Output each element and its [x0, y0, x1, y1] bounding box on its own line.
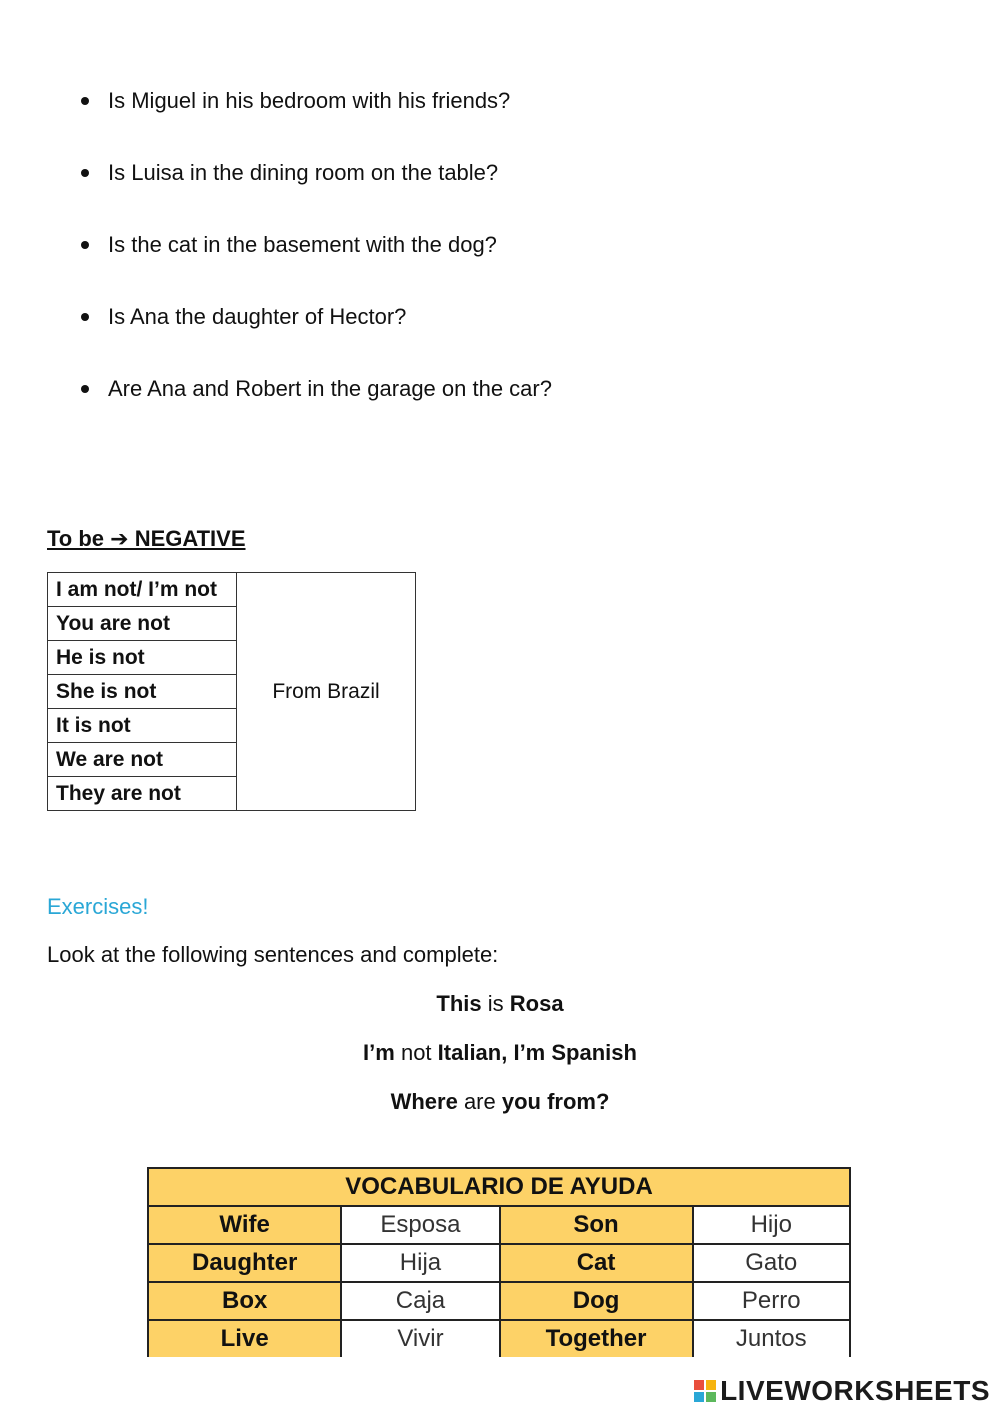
vocab-spanish: Hijo [693, 1206, 850, 1244]
logo-square [694, 1392, 704, 1402]
vocab-english: Live [148, 1320, 341, 1357]
vocab-english: Daughter [148, 1244, 341, 1282]
example-verb: is [481, 991, 510, 1016]
question-item: Is Miguel in his bedroom with his friends? [78, 84, 552, 156]
pronoun-cell: She is not [48, 675, 237, 709]
example-line-2 [0, 1036, 1000, 1070]
vocab-english: Dog [500, 1282, 693, 1320]
vocab-spanish: Vivir [341, 1320, 499, 1357]
vocab-spanish: Perro [693, 1282, 850, 1320]
vocab-english: Cat [500, 1244, 693, 1282]
vocab-english: Wife [148, 1206, 341, 1244]
pronoun-cell: We are not [48, 743, 237, 777]
pronoun-cell: I am not/ I’m not [48, 573, 237, 607]
negative-section-title: To be ➔ NEGATIVE [47, 526, 246, 551]
example-line-3 [0, 1085, 1000, 1119]
example-word: Italian, I’m Spanish [437, 1040, 637, 1065]
logo-text: LIVEWORKSHEETS [720, 1375, 990, 1406]
pronoun-cell: You are not [48, 607, 237, 641]
question-item: Are Ana and Robert in the garage on the car? [78, 372, 552, 444]
negative-table [47, 572, 416, 811]
vocab-spanish: Hija [341, 1244, 499, 1282]
example-verb: not [394, 1040, 438, 1065]
question-item: Is the cat in the basement with the dog? [78, 228, 552, 300]
vocabulary-table [147, 1167, 851, 1357]
vocab-spanish: Juntos [693, 1320, 850, 1357]
logo-square [706, 1380, 716, 1390]
vocab-spanish: Esposa [341, 1206, 499, 1244]
logo-square [694, 1380, 704, 1390]
liveworksheets-logo [694, 1375, 990, 1407]
pronoun-cell: They are not [48, 777, 237, 811]
example-word: Rosa [509, 991, 564, 1016]
exercises-title: Exercises! [47, 894, 149, 919]
example-word: I’m [363, 1040, 395, 1065]
example-line-1 [0, 987, 1000, 1021]
pronoun-cell: He is not [48, 641, 237, 675]
exercises-instruction: Look at the following sentences and complete: [47, 942, 499, 967]
vocab-english: Son [500, 1206, 693, 1244]
logo-square [706, 1392, 716, 1402]
example-verb: are [457, 1089, 502, 1114]
question-item: Is Luisa in the dining room on the table? [78, 156, 552, 228]
example-word: Where [390, 1089, 458, 1114]
vocab-spanish: Caja [341, 1282, 499, 1320]
question-list [78, 84, 552, 444]
example-word: This [436, 991, 482, 1016]
complement-cell: From Brazil [237, 573, 416, 811]
vocabulary-header: VOCABULARIO DE AYUDA [148, 1168, 850, 1206]
vocab-spanish: Gato [693, 1244, 850, 1282]
vocab-english: Box [148, 1282, 341, 1320]
question-item: Is Ana the daughter of Hector? [78, 300, 552, 372]
vocab-english: Together [500, 1320, 693, 1357]
pronoun-cell: It is not [48, 709, 237, 743]
example-word: you from? [501, 1089, 610, 1114]
logo-icon [694, 1380, 716, 1402]
